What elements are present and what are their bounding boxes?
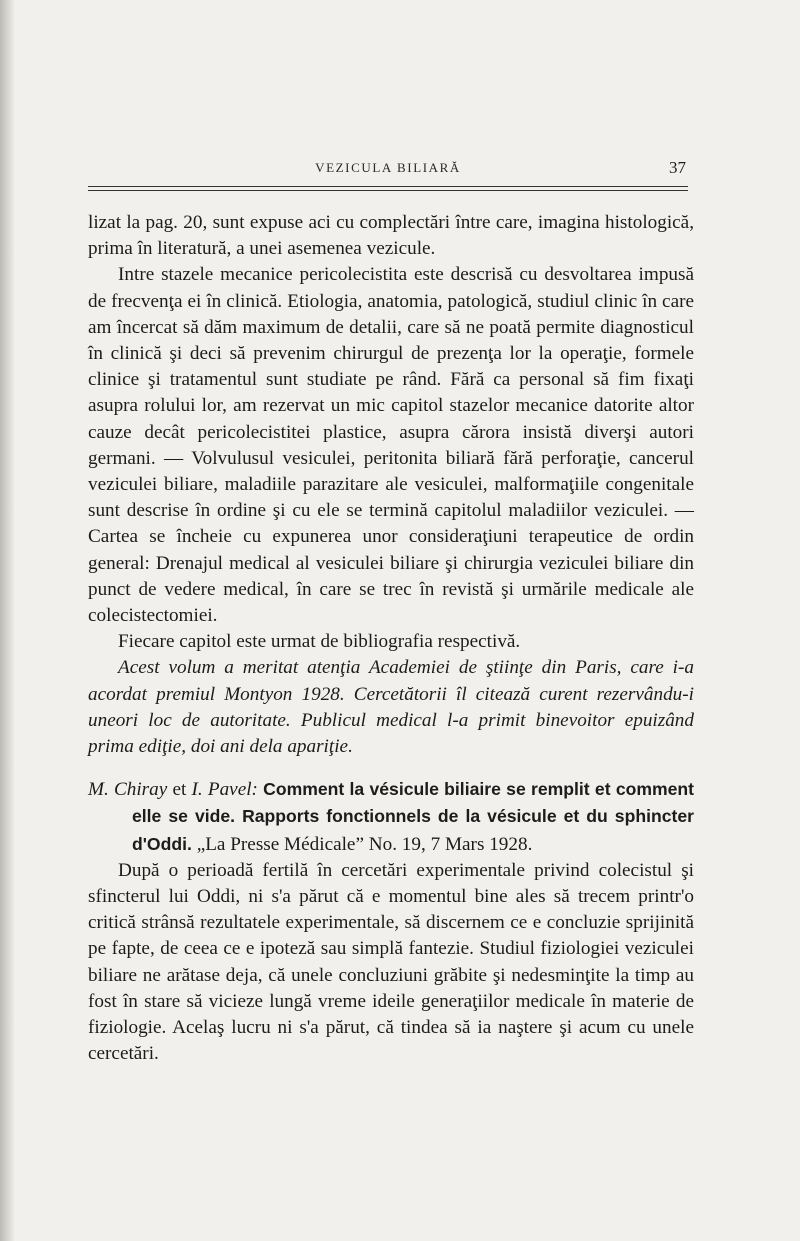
running-title: VEZICULA BILIARĂ [315,160,461,175]
paragraph: lizat la pag. 20, sunt expuse aci cu complectări între care, imagina histologică, prima în literatură, a unei asemenea vezicule. [88,212,694,260]
running-head [88,158,688,182]
page-number: 37 [669,158,686,177]
ref-author-2: I. Pavel: [191,779,258,801]
paragraph: Intre stazele mecanice pericolecistita este descrisă cu desvoltarea impusă de frecvenţa ei în clinică. Etiologia, anatomia, patologică, studiul clinic în care am încercat să dăm maximum de detalii, care să ne poată permite diagnosticul în clinică şi deci să prevenim chirurgul de prezenţa lor la operaţie, formele clinice şi tratamentul sunt studiate pe rând. Fără ca personal să fim fixaţi asupra rolului lor, am rezervat un mic capitol stazelor mecanice datorite altor cauze decât pericolecistitei plastice, asupra cărora insistă diverşi autori germani. — Volvulusul vesiculei, peritonita biliară fără perforaţie, cancerul veziculei biliare, maladiile parazitare ale vesiculei, malformaţiile congenitale sunt descrise în ordine şi cu ele se termină capitolul maladiilor veziculei. — Cartea se încheie cu expunerea unor consideraţiuni terapeutice de ordin general: Drenajul medical al vesiculei biliare şi chirurgia veziculei biliare din punct de vedere medical, în care se trec în revistă şi urmările medicale ale colecistectomiei. [88,264,694,627]
paragraph: Fiecare capitol este urmat de bibliografia respectivă. [118,631,521,653]
ref-source: „La Presse Médicale” No. 19, 7 Mars 1928. [196,833,533,855]
header-rule-top [88,186,688,187]
page-edge-shadow [0,0,14,1241]
ref-title: Comment la vésicule biliaire se remplit et comment elle se vide. Rapports fonctionnels de la vésicule et du sphincter d'Oddi. [132,779,695,854]
header-rule-bottom [88,190,688,191]
bibliographic-reference [88,776,694,858]
paragraph-italic: Acest volum a meritat atenţia Academiei de ştiinţe din Paris, care i-a acordat premiul Montyon 1928. Cercetătorii îl citează curent rezervându-i uneori loc de autoritate. Publicul medical l-a primit binevoitor epuizând prima ediţie, doi ani dela apariţie. [88,657,694,758]
ref-author-1: M. Chiray [88,779,168,801]
body-text [88,210,694,1068]
paragraph: După o perioadă fertilă în cercetări experimentale privind colecistul şi sfincterul lui Oddi, ni s'a părut că e momentul bine ales să trecem printr'o critică strânsă rezultatele experimentale, să discernem ce e concluzie sprijinită pe fapte, de ceea ce e ipoteză sau simplă fantezie. Studiul fiziologiei veziculei biliare ne arătase deja, că unele concluziuni grăbite şi nedesminţite la timp au fost în stare să vicieze lungă vreme ideile generaţiilor medicale în materie de fiziologie. Acelaş lucru ni s'a părut, că tindea să ia naştere şi acum cu unele cercetări. [88,859,694,1065]
ref-et: et [172,779,187,801]
